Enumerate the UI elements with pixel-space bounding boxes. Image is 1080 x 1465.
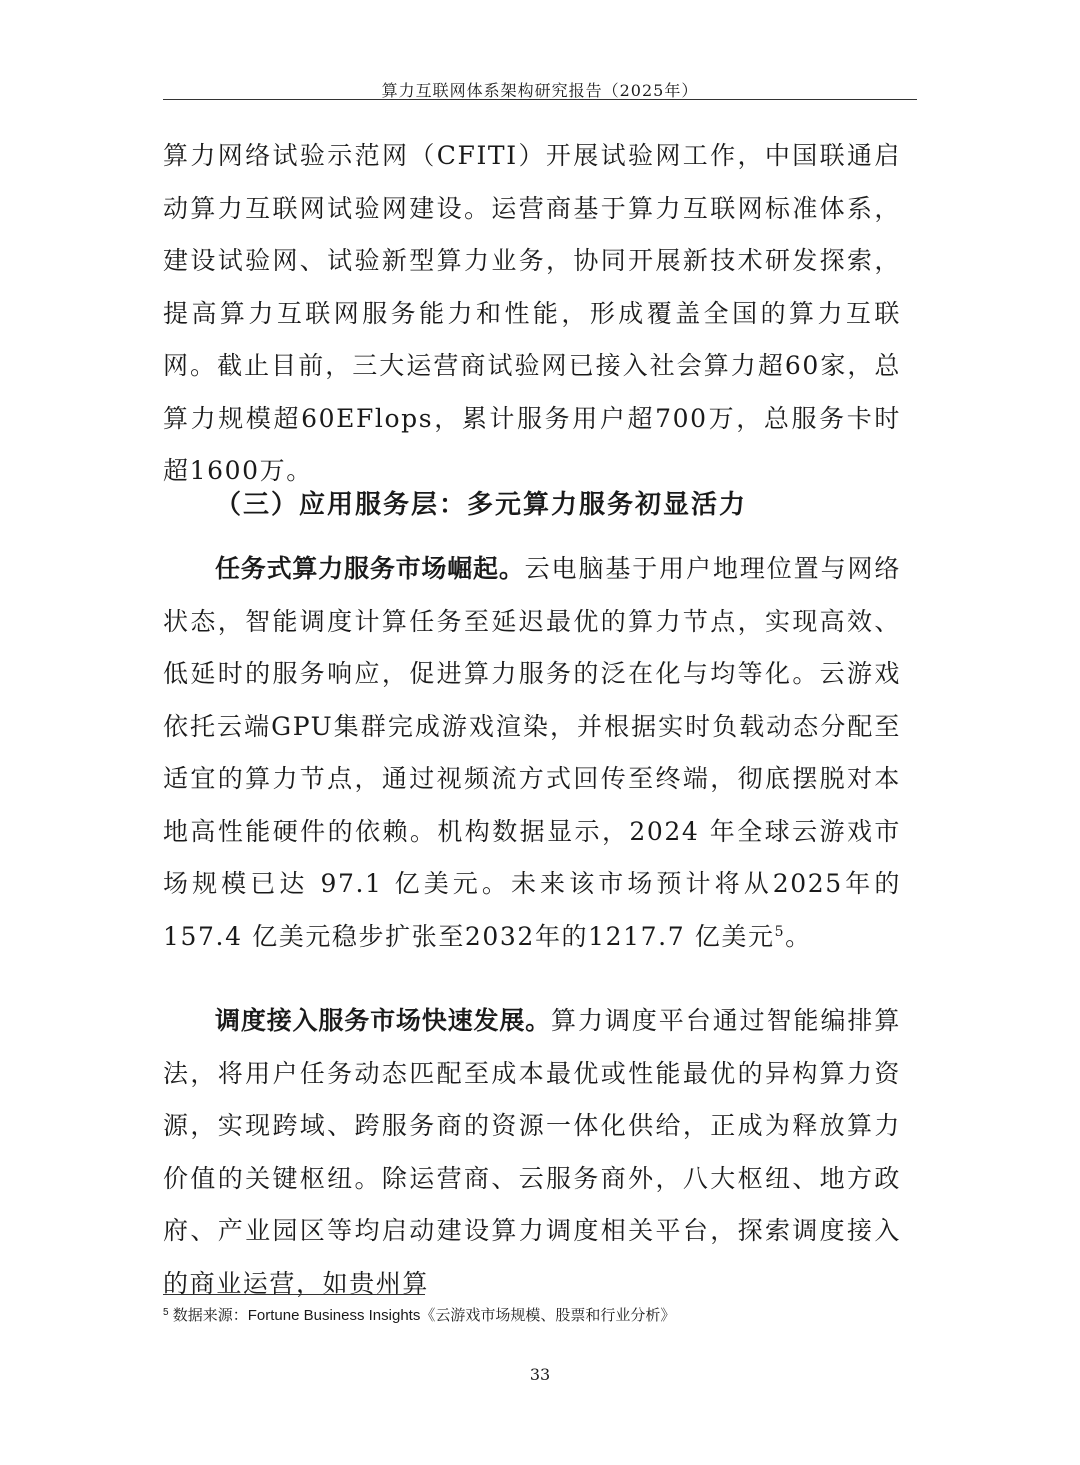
section-title: （三）应用服务层：多元算力服务初显活力: [215, 490, 748, 520]
footnote-reference[interactable]: 5: [774, 923, 786, 940]
paragraph-body: 云电脑基于用户地理位置与网络状态，智能调度计算任务至延迟最优的算力节点，实现高效、低延时的服务响应，促进算力服务的泛在化与均等化。云游戏依托云端GPU集群完成游戏渲染，并根据实时负载动态分配至适宜的算力节点，通过视频流方式回传至终端，彻底摆脱对本地高性能硬件的依赖。机构数据显示，2024 年全球云游戏市场规模已达 97.1 亿美元。未来该市场预计将从2025年的157.4 亿美元稳步扩张至2032年的1217.7 亿美元: [163, 554, 901, 951]
page-number: 33: [529, 1365, 551, 1384]
footnote: [163, 1305, 901, 1327]
footnote-text: 数据来源：Fortune Business Insights《云游戏市场规模、股票和行业分析》: [172, 1307, 676, 1324]
paragraph-scheduling-service: [163, 995, 901, 1310]
footnote-number: 5: [163, 1307, 169, 1318]
paragraph-body: 算力调度平台通过智能编排算法，将用户任务动态匹配至成本最优或性能最优的异构算力资源，实现跨域、跨服务商的资源一体化供给，正成为释放算力价值的关键枢纽。除运营商、云服务商外，八大枢纽、地方政府、产业园区等均启动建设算力调度相关平台，探索调度接入的商业运营，如贵州算: [163, 1006, 901, 1298]
paragraph-lead: 调度接入服务市场快速发展。: [215, 1006, 552, 1035]
paragraph-task-computing: [163, 543, 901, 963]
footnote-divider: [163, 1294, 425, 1295]
running-header: 算力互联网体系架构研究报告（2025年）: [381, 81, 699, 100]
paragraph-continued: 算力网络试验示范网（CFITI）开展试验网工作，中国联通启动算力互联网试验网建设。运营商基于算力互联网标准体系，建设试验网、试验新型算力业务，协同开展新技术研发探索，提高算力互联网服务能力和性能，形成覆盖全国的算力互联网。截止目前，三大运营商试验网已接入社会算力超60家，总算力规模超60EFlops，累计服务用户超700万，总服务卡时超1600万。: [163, 141, 901, 485]
paragraph-end: 。: [785, 921, 812, 951]
header-divider: [163, 99, 917, 100]
paragraph-lead: 任务式算力服务市场崛起。: [215, 554, 525, 583]
